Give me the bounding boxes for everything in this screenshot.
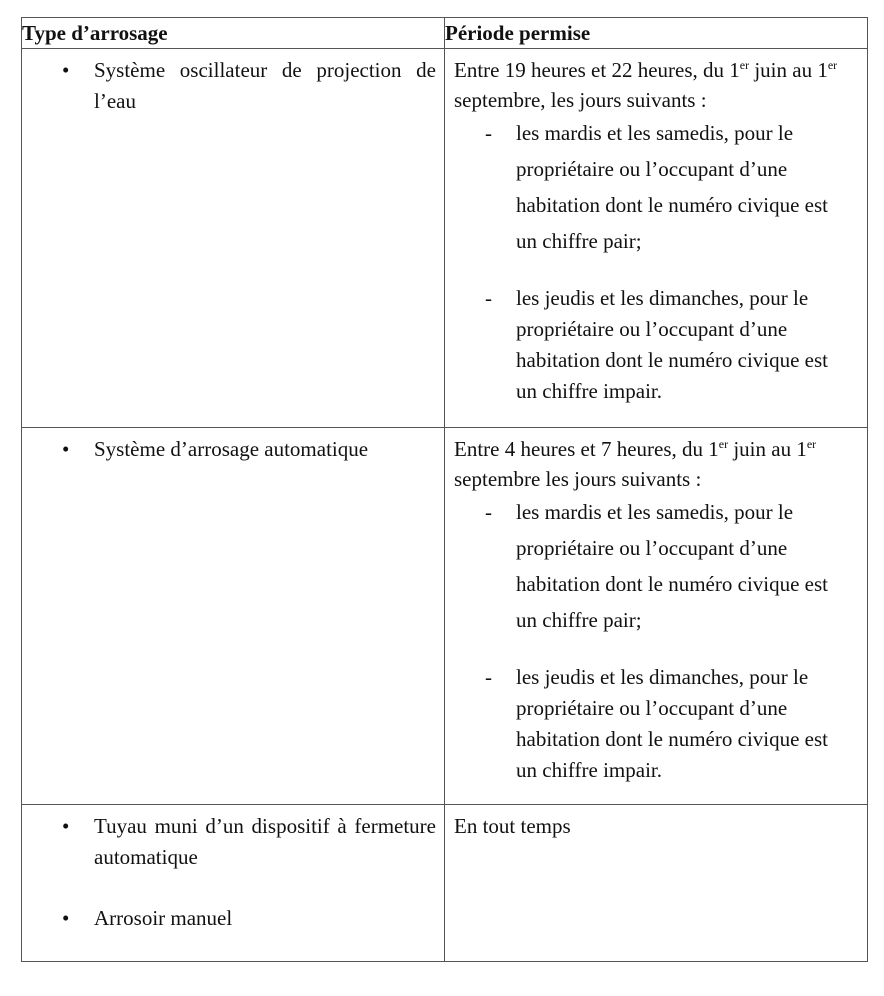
watering-type-item: • Système oscillateur de projection de l’eau [62,55,436,117]
period-day-rule: - les jeudis et les dimanches, pour le propriétaire ou l’occupant d’une habitation dont le numéro civique est un chiffre impair. [516,662,859,786]
header-period: Période permise [445,18,868,49]
table-row [22,49,868,428]
period-day-rule: - les mardis et les samedis, pour le propriétaire ou l’occupant d’une habitation dont le numéro civique est un chiffre pair; [516,494,859,638]
period-day-rule: - les jeudis et les dimanches, pour le propriétaire ou l’occupant d’une habitation dont le numéro civique est un chiffre impair. [516,283,859,407]
period-text: En tout temps [454,814,571,838]
watering-type-item: • Arrosoir manuel [62,903,436,934]
type-cell [22,805,445,962]
watering-type-item: • Système d’arrosage automatique [62,434,436,465]
header-type: Type d’arrosage [22,18,445,49]
watering-periods-table [21,17,868,962]
period-cell [445,49,868,428]
period-intro: Entre 19 heures et 22 heures, du 1er juin au 1er septembre, les jours suivants : [454,58,838,112]
table-row [22,428,868,805]
type-cell [22,49,445,428]
period-day-rule: - les mardis et les samedis, pour le propriétaire ou l’occupant d’une habitation dont le numéro civique est un chiffre pair; [516,115,859,259]
type-cell [22,428,445,805]
period-cell [445,805,868,962]
period-intro: Entre 4 heures et 7 heures, du 1er juin au 1er septembre les jours suivants : [454,437,817,491]
table-header-row [22,18,868,49]
watering-type-item: • Tuyau muni d’un dispositif à fermeture automatique [62,811,436,873]
table-row [22,805,868,962]
period-cell [445,428,868,805]
